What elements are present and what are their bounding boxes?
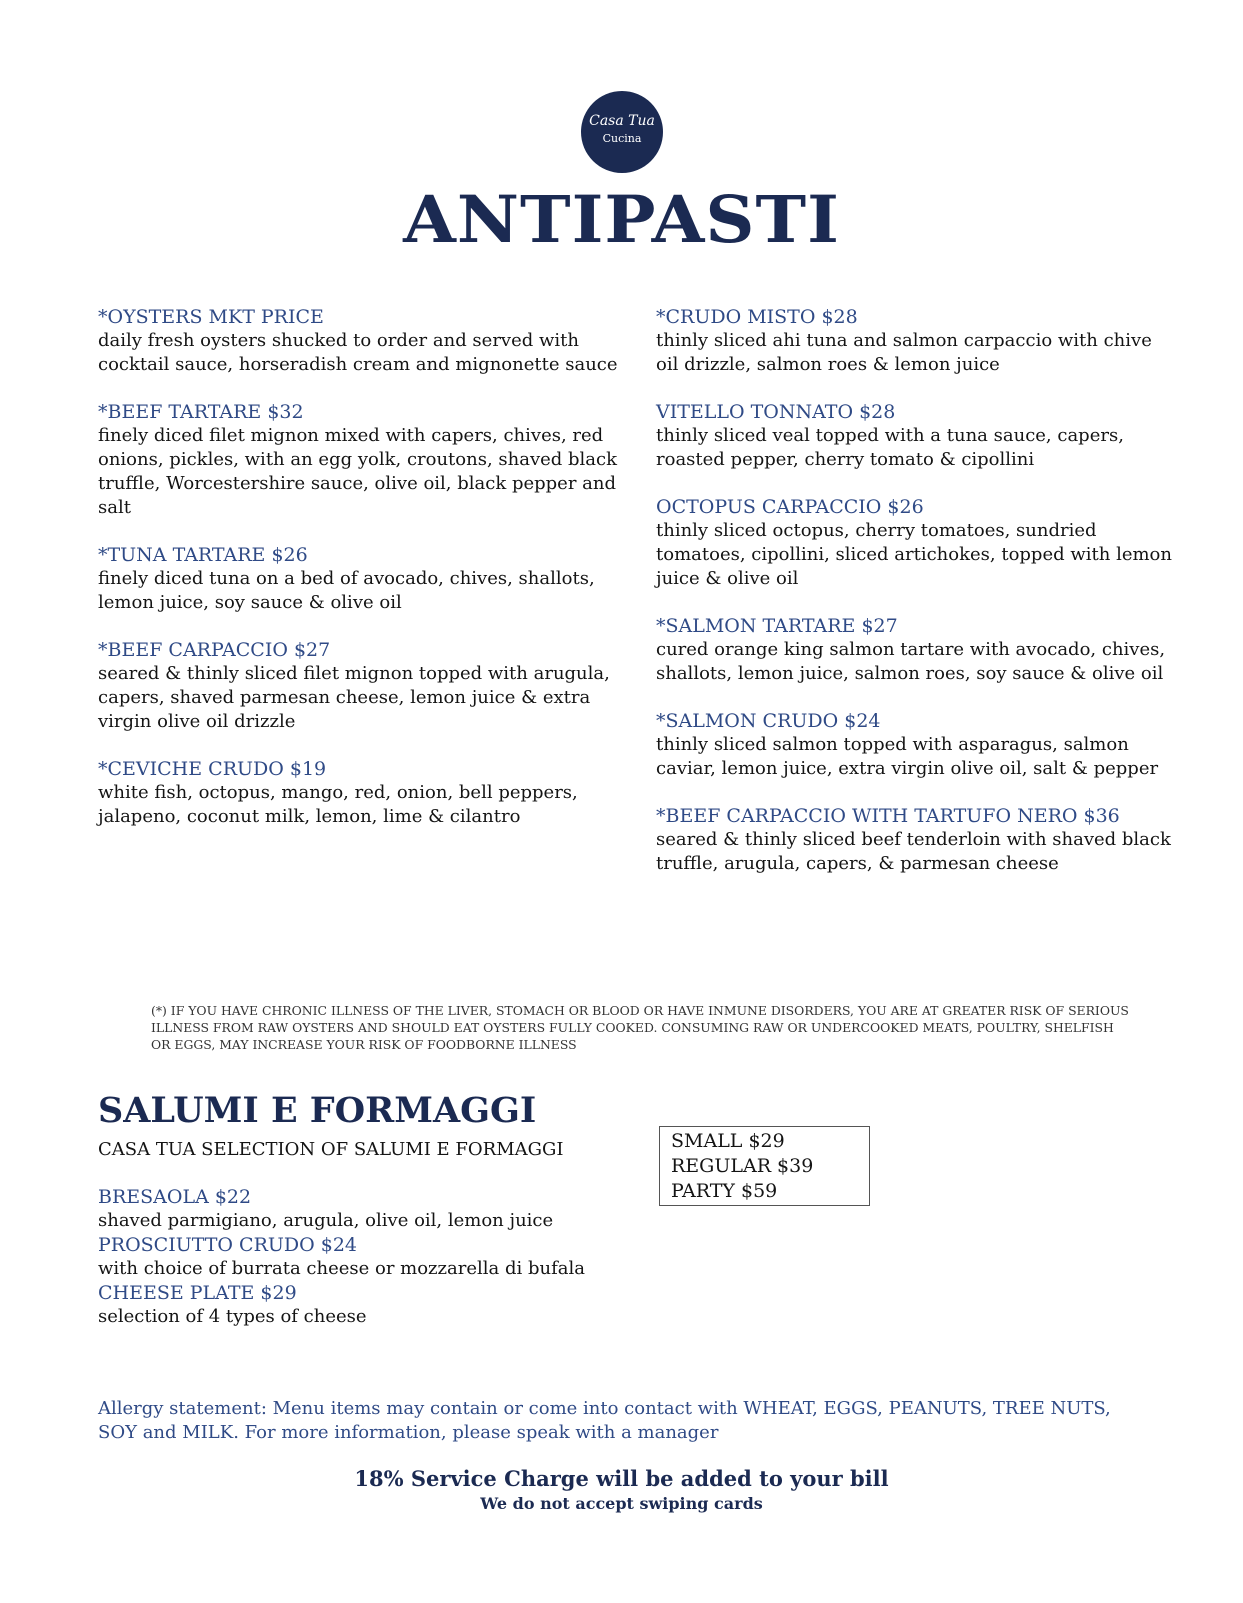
menu-item-name: *BEEF CARPACCIO $27 bbox=[98, 639, 331, 661]
menu-item-name: *SALMON TARTARE $27 bbox=[656, 615, 898, 637]
no-swipe-notice: We do not accept swiping cards bbox=[480, 1494, 763, 1513]
menu-item-name: *CRUDO MISTO $28 bbox=[656, 306, 858, 328]
allergy-statement: Allergy statement: Menu items may contain or come into contact with WHEAT, EGGS, PEANUTS, TREE NUTS, SOY and MILK. For more information, please speak with a manager bbox=[98, 1398, 1111, 1443]
antipasti-left-column bbox=[98, 305, 618, 852]
menu-item-name: CHEESE PLATE $29 bbox=[98, 1282, 297, 1304]
menu-item-description: shaved parmigiano, arugula, olive oil, lemon juice bbox=[98, 1210, 554, 1231]
menu-item-description: daily fresh oysters shucked to order and served with cocktail sauce, horseradish cream and mignonette sauce bbox=[98, 330, 618, 375]
size-price-regular: REGULAR $39 bbox=[671, 1155, 814, 1177]
menu-item-name: OCTOPUS CARPACCIO $26 bbox=[656, 496, 924, 518]
size-price-party: PARTY $59 bbox=[671, 1180, 778, 1202]
menu-item-name: *BEEF TARTARE $32 bbox=[98, 401, 304, 423]
menu-item bbox=[98, 757, 618, 829]
menu-item-name: *OYSTERS MKT PRICE bbox=[98, 306, 324, 328]
salumi-items-list bbox=[98, 1185, 658, 1329]
menu-item bbox=[98, 638, 618, 734]
menu-item bbox=[656, 305, 1176, 377]
menu-item-name: *SALMON CRUDO $24 bbox=[656, 710, 881, 732]
menu-item-name: PROSCIUTTO CRUDO $24 bbox=[98, 1234, 358, 1256]
antipasti-right-column bbox=[656, 305, 1176, 899]
section-subtitle-salumi: CASA TUA SELECTION OF SALUMI E FORMAGGI bbox=[98, 1139, 564, 1160]
menu-item-description: cured orange king salmon tartare with avocado, chives, shallots, lemon juice, salmon roes, soy sauce & olive oil bbox=[656, 639, 1166, 684]
logo-text-cucina: Cucina bbox=[602, 132, 642, 145]
menu-item bbox=[656, 614, 1176, 686]
menu-item-name: *BEEF CARPACCIO WITH TARTUFO NERO $36 bbox=[656, 805, 1120, 827]
menu-item bbox=[656, 804, 1176, 876]
menu-item-description: thinly sliced ahi tuna and salmon carpaccio with chive oil drizzle, salmon roes & lemon juice bbox=[656, 330, 1152, 375]
menu-item-description: finely diced filet mignon mixed with capers, chives, red onions, pickles, with an egg yolk, croutons, shaved black truffle, Worcestershire sauce, olive oil, black pepper and salt bbox=[98, 425, 618, 518]
casa-tua-logo bbox=[581, 91, 663, 173]
menu-item-description: thinly sliced salmon topped with asparagus, salmon caviar, lemon juice, extra virgin olive oil, salt & pepper bbox=[656, 734, 1159, 779]
service-charge-notice: 18% Service Charge will be added to your bill bbox=[354, 1466, 889, 1491]
menu-item-name: VITELLO TONNATO $28 bbox=[656, 401, 896, 423]
menu-item-description: white fish, octopus, mango, red, onion, bell peppers, jalapeno, coconut milk, lemon, lime & cilantro bbox=[98, 782, 578, 827]
menu-item-description: seared & thinly sliced beef tenderloin with shaved black truffle, arugula, capers, & parmesan cheese bbox=[656, 829, 1171, 874]
menu-item-description: finely diced tuna on a bed of avocado, chives, shallots, lemon juice, soy sauce & olive oil bbox=[98, 568, 595, 613]
menu-item-description: thinly sliced octopus, cherry tomatoes, sundried tomatoes, cipollini, sliced artichokes, topped with lemon juice & olive oil bbox=[656, 520, 1172, 589]
menu-item bbox=[656, 400, 1176, 472]
size-price-small: SMALL $29 bbox=[671, 1130, 785, 1152]
menu-item-description: with choice of burrata cheese or mozzarella di bufala bbox=[98, 1258, 585, 1279]
raw-food-disclaimer: (*) IF YOU HAVE CHRONIC ILLNESS OF THE LIVER, STOMACH OR BLOOD OR HAVE INMUNE DISORDERS, YOU ARE AT GREATER RISK OF SERIOUS ILLNESS FROM RAW OYSTERS AND SHOULD EAT OYSTERS FULLY COOKED. CONSUMING RAW OR UNDERCOOKED MEATS, POULTRY, SHELFISH OR EGGS, MAY INCREASE YOUR RISK OF FOODBORNE ILLNESS bbox=[151, 1003, 1129, 1052]
menu-item bbox=[98, 400, 618, 520]
menu-item-description: selection of 4 types of cheese bbox=[98, 1306, 367, 1327]
menu-item bbox=[656, 709, 1176, 781]
menu-item-description: seared & thinly sliced filet mignon topped with arugula, capers, shaved parmesan cheese, lemon juice & extra virgin olive oil drizzle bbox=[98, 663, 610, 732]
menu-item bbox=[98, 543, 618, 615]
section-title-salumi: SALUMI E FORMAGGI bbox=[98, 1090, 537, 1131]
size-price-box bbox=[659, 1126, 870, 1206]
menu-item bbox=[98, 305, 618, 377]
logo-text-casa-tua: Casa Tua bbox=[589, 113, 655, 129]
page-title: ANTIPASTI bbox=[403, 182, 840, 258]
menu-item-name: *TUNA TARTARE $26 bbox=[98, 544, 308, 566]
menu-item-name: BRESAOLA $22 bbox=[98, 1186, 252, 1208]
menu-item-description: thinly sliced veal topped with a tuna sauce, capers, roasted pepper, cherry tomato & cipollini bbox=[656, 425, 1124, 470]
menu-item-name: *CEVICHE CRUDO $19 bbox=[98, 758, 327, 780]
menu-item bbox=[656, 495, 1176, 591]
